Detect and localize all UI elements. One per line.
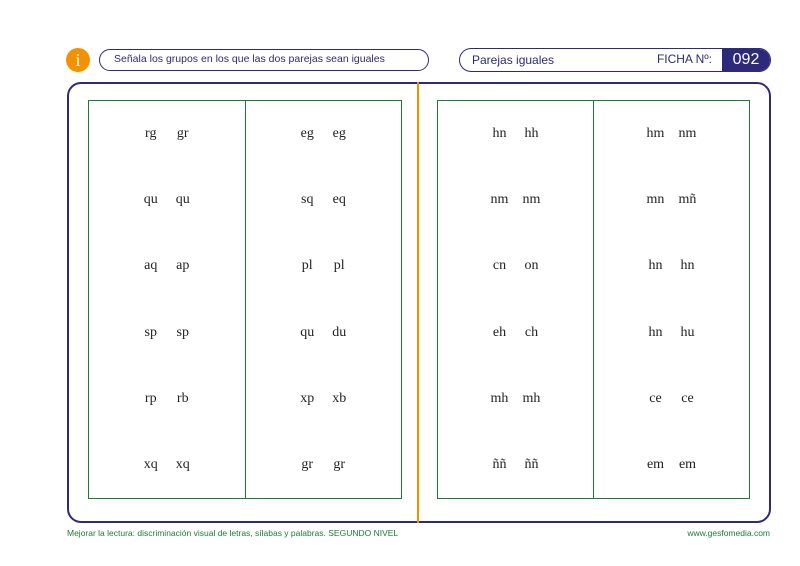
pair-group[interactable]	[89, 167, 245, 233]
pair-group[interactable]	[89, 101, 245, 167]
second-pair: pl	[333, 258, 345, 274]
pair-group[interactable]	[594, 101, 749, 167]
right-table	[437, 100, 750, 499]
pair-group[interactable]	[438, 300, 593, 366]
first-pair: xp	[300, 390, 315, 406]
instruction-text: Señala los grupos en los que las dos parejas sean iguales	[99, 49, 429, 71]
left-table	[88, 100, 402, 499]
first-pair: qu	[143, 192, 158, 208]
second-pair: du	[332, 324, 347, 340]
table-column	[438, 101, 593, 498]
pair-group[interactable]	[594, 300, 749, 366]
pair-group[interactable]	[246, 233, 402, 299]
pair-group[interactable]	[246, 167, 402, 233]
first-pair: rg	[145, 126, 157, 142]
first-pair: sq	[301, 192, 314, 208]
second-pair: hn	[680, 258, 695, 274]
footer-website: www.gesfomedia.com	[687, 528, 770, 538]
first-pair: eh	[492, 324, 507, 340]
second-pair: ce	[681, 390, 694, 406]
second-pair: mh	[522, 390, 541, 406]
first-pair: rp	[144, 390, 157, 406]
first-pair: hn	[648, 324, 663, 340]
table-column	[89, 101, 245, 498]
pair-group[interactable]	[594, 366, 749, 432]
worksheet-title: Parejas iguales	[472, 53, 555, 67]
first-pair: xq	[143, 456, 158, 472]
first-pair: em	[646, 456, 665, 472]
pair-group[interactable]	[246, 300, 402, 366]
second-pair: sp	[176, 324, 189, 340]
second-pair: qu	[175, 192, 190, 208]
first-pair: gr	[301, 456, 314, 472]
first-pair: hn	[492, 126, 507, 142]
first-pair: sp	[144, 324, 157, 340]
pair-group[interactable]	[89, 366, 245, 432]
first-pair: hn	[648, 258, 663, 274]
first-pair: nm	[490, 192, 509, 208]
second-pair: hh	[524, 126, 539, 142]
first-pair: cn	[492, 258, 507, 274]
pair-group[interactable]	[246, 366, 402, 432]
pair-group[interactable]	[438, 432, 593, 498]
second-pair: gr	[333, 456, 346, 472]
first-pair: ññ	[492, 456, 507, 472]
first-pair: pl	[301, 258, 313, 274]
first-pair: qu	[300, 324, 315, 340]
first-pair: mh	[490, 390, 509, 406]
table-column	[593, 101, 749, 498]
second-pair: hu	[680, 324, 695, 340]
second-pair: eg	[332, 126, 346, 142]
title-box	[459, 48, 771, 72]
ficha-number: 092	[722, 49, 770, 71]
pair-group[interactable]	[438, 233, 593, 299]
first-pair: aq	[144, 258, 158, 274]
pair-group[interactable]	[438, 101, 593, 167]
second-pair: eq	[332, 192, 346, 208]
pair-group[interactable]	[594, 233, 749, 299]
ficha-label: FICHA Nº:	[656, 52, 712, 66]
second-pair: nm	[678, 126, 697, 142]
second-pair: xb	[332, 390, 347, 406]
second-pair: xq	[175, 456, 190, 472]
second-pair: ññ	[524, 456, 539, 472]
first-pair: ce	[649, 390, 662, 406]
pair-group[interactable]	[89, 432, 245, 498]
pair-group[interactable]	[594, 432, 749, 498]
second-pair: ch	[524, 324, 539, 340]
pair-group[interactable]	[594, 167, 749, 233]
center-divider	[417, 82, 419, 523]
first-pair: hm	[646, 126, 665, 142]
first-pair: mn	[646, 192, 665, 208]
second-pair: em	[678, 456, 697, 472]
second-pair: on	[524, 258, 539, 274]
second-pair: nm	[522, 192, 541, 208]
second-pair: ap	[176, 258, 190, 274]
footer-description: Mejorar la lectura: discriminación visual de letras, sílabas y palabras. SEGUNDO NIVEL	[67, 528, 399, 538]
pair-group[interactable]	[89, 233, 245, 299]
second-pair: rb	[176, 390, 189, 406]
first-pair: eg	[300, 126, 314, 142]
second-pair: gr	[176, 126, 189, 142]
info-icon: i	[66, 48, 90, 72]
pair-group[interactable]	[438, 366, 593, 432]
pair-group[interactable]	[89, 300, 245, 366]
pair-group[interactable]	[246, 432, 402, 498]
pair-group[interactable]	[438, 167, 593, 233]
table-column	[245, 101, 402, 498]
pair-group[interactable]	[246, 101, 402, 167]
second-pair: mñ	[678, 192, 697, 208]
